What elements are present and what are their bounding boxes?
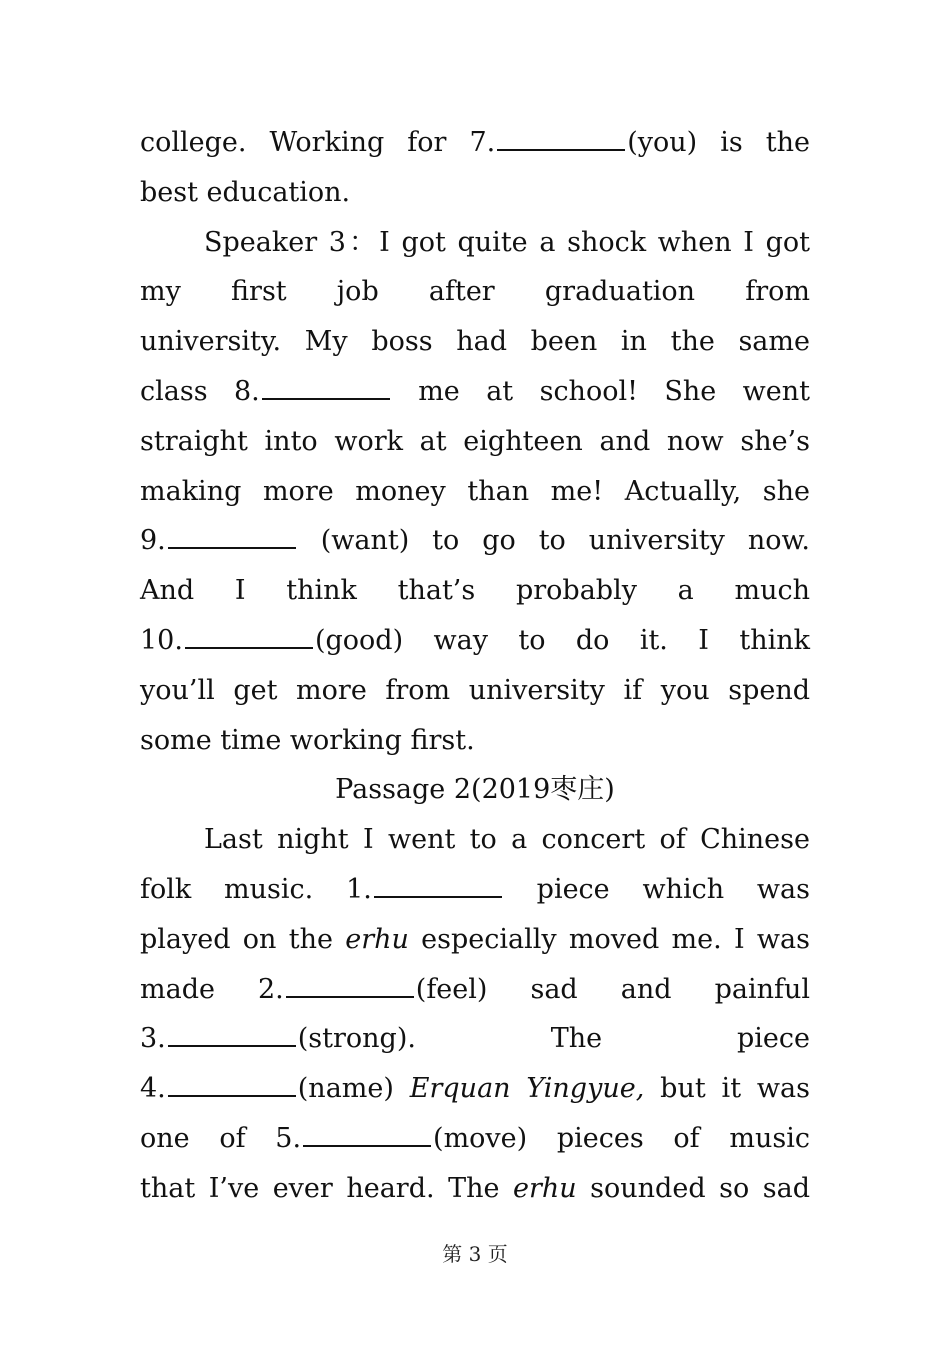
text-line: one of 5. (move) pieces of music (140, 1122, 810, 1154)
passage-text (140, 118, 810, 1214)
speaker-2-paragraph-end (140, 118, 810, 218)
answer-blank-8[interactable] (262, 374, 390, 400)
text-line: best education. (140, 176, 351, 208)
answer-blank-9[interactable] (168, 523, 296, 549)
text-line: making more money than me! Actually, she (140, 475, 810, 507)
text-line: made 2. (feel) sad and painful (140, 973, 810, 1005)
passage-2-paragraph (140, 815, 810, 1213)
answer-blank-7[interactable] (497, 125, 625, 151)
text-line: college. Working for 7. (you) is the (140, 127, 810, 158)
text-line: some time working first. (140, 724, 475, 756)
text-line: you’ll get more from university if you spend (140, 674, 810, 706)
text-line: played on the erhu especially moved me. I was (140, 923, 810, 955)
text-line: university. My boss had been in the same (140, 326, 810, 358)
text-line: folk music. 1. piece which was (140, 873, 810, 905)
speaker-3-paragraph (140, 218, 810, 766)
text-line: Last night I went to a concert of Chinese (204, 824, 810, 856)
text-line: straight into work at eighteen and now she’s (140, 425, 810, 457)
answer-blank-p2-5[interactable] (303, 1121, 431, 1147)
text-line: 3. (strong). The piece (140, 1023, 810, 1055)
text-line: that I’ve ever heard. The erhu sounded so sad (140, 1172, 810, 1204)
answer-blank-10[interactable] (185, 623, 313, 649)
answer-blank-p2-1[interactable] (374, 872, 502, 898)
answer-blank-p2-3[interactable] (168, 1021, 296, 1047)
passage-heading: Passage 2(2019枣庄) (335, 774, 615, 806)
text-line: 9. (want) to go to university now. (140, 525, 810, 557)
text-line: And I think that’s probably a much (140, 575, 810, 607)
answer-blank-p2-4[interactable] (168, 1071, 296, 1097)
text-line: 10. (good) way to do it. I think (140, 624, 810, 656)
text-line: 4. (name) Erquan Yingyue, but it was (140, 1073, 810, 1105)
page-number: 第 3 页 (442, 1242, 508, 1266)
text-line: Speaker 3：I got quite a shock when I got (204, 226, 810, 258)
text-line: class 8. me at school! She went (140, 375, 810, 407)
answer-blank-p2-2[interactable] (286, 972, 414, 998)
text-line: my first job after graduation from (140, 276, 810, 308)
